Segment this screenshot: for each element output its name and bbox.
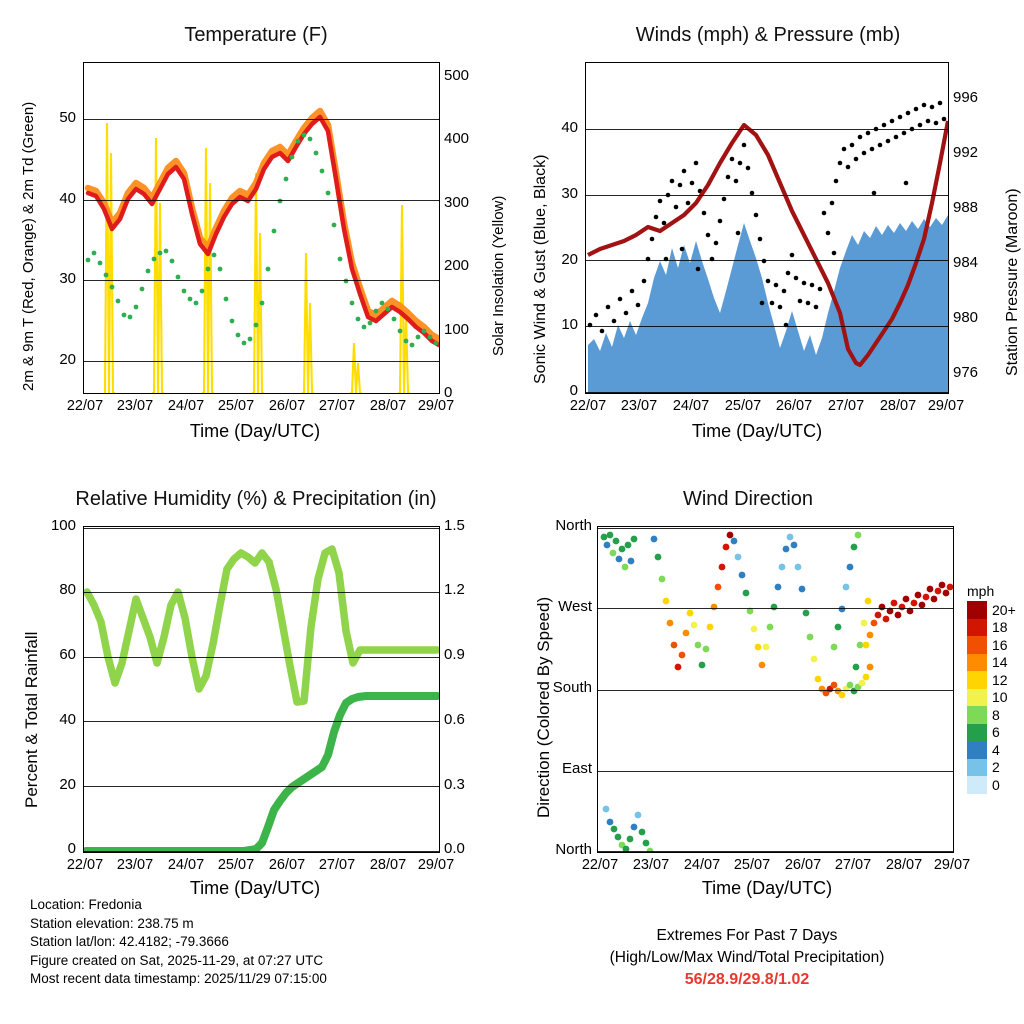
y2tick-label: 0 [444,384,453,401]
xtick-label: 28/07 [885,857,923,873]
winds-xlabel: Time (Day/UTC) [691,421,823,441]
xtick-label: 23/07 [620,398,658,414]
wind-direction-xlabel: Time (Day/UTC) [701,878,833,898]
y2tick-label: 0.3 [444,776,465,793]
legend-label: 0 [992,776,1000,793]
legend-item [967,759,1016,777]
extremes-block [512,925,982,991]
xtick-label: 22/07 [66,398,104,414]
legend-swatch [967,759,987,777]
ytick-label: East [561,760,592,777]
humidity-plot [83,526,440,853]
gridline [84,786,439,787]
xtick-label: 27/07 [318,398,356,414]
xtick-label: 28/07 [369,857,407,873]
legend-item [967,601,1016,619]
xtick-label: 29/07 [933,857,971,873]
xtick-label: 27/07 [827,398,865,414]
xtick-label: 25/07 [724,398,762,414]
legend-swatch [967,619,987,637]
y2tick-label: 0.9 [444,646,465,663]
xtick-label: 26/07 [268,398,306,414]
legend-item [967,724,1016,742]
ytick-label: 100 [50,517,76,534]
ytick-label: North [555,517,592,534]
panel-wind-direction [512,488,1024,898]
xtick-label: 29/07 [417,398,455,414]
gridline [84,361,439,362]
xtick-label: 28/07 [369,398,407,414]
ytick-label: 60 [59,646,76,663]
legend-swatch [967,776,987,794]
legend-item [967,706,1016,724]
y2tick-label: 988 [953,199,979,216]
xtick-label: 23/07 [632,857,670,873]
winds-ylabel: Sonic Wind & Gust (Blue, Black) [532,154,549,384]
ytick-label: 80 [59,581,76,598]
xtick-label: 26/07 [268,857,306,873]
gridline [598,528,953,529]
ytick-label: 20 [561,251,578,268]
legend-item [967,636,1016,654]
ytick-label: West [558,598,592,615]
legend-label: 6 [992,724,1000,741]
legend-swatch [967,601,987,619]
gridline [598,608,953,609]
ytick-label: 40 [59,190,76,207]
xtick-label: 25/07 [733,857,771,873]
temperature-series-svg [84,63,439,393]
station-info-elevation: Station elevation: 238.75 m [30,915,194,931]
xtick-label: 24/07 [672,398,710,414]
xtick-label: 25/07 [217,398,255,414]
legend-item [967,776,1016,794]
legend-item [967,619,1016,637]
legend-label: 10 [992,689,1008,706]
legend-label: 14 [992,654,1008,671]
xtick-label: 28/07 [879,398,917,414]
ytick-label: 20 [59,351,76,368]
gridline [598,690,953,691]
y2tick-label: 980 [953,309,979,326]
gridline [586,129,948,130]
station-info-latlon: Station lat/lon: 42.4182; -79.3666 [30,934,229,949]
ytick-label: 30 [561,185,578,202]
legend-swatch [967,741,987,759]
y2tick-label: 300 [444,194,470,211]
gridline [84,528,439,529]
humidity-xlabel: Time (Day/UTC) [189,878,321,898]
extremes-subtitle: (High/Low/Max Wind/Total Precipitation) [609,949,885,966]
legend-label: 20+ [992,601,1016,618]
y2tick-label: 1.5 [444,517,465,534]
y2tick-label: 0.0 [444,840,465,857]
legend-swatch [967,636,987,654]
gridline [84,851,439,852]
legend-item [967,654,1016,672]
legend-swatch [967,689,987,707]
xtick-label: 27/07 [318,857,356,873]
gridline [84,721,439,722]
gridline [586,260,948,261]
gridline [598,851,953,852]
temperature-y2label: Solar Insolation (Yellow) [490,195,507,356]
legend-item [967,689,1016,707]
y2tick-label: 996 [953,89,979,106]
winds-plot [585,62,949,394]
y2tick-label: 200 [444,257,470,274]
ytick-label: 40 [59,711,76,728]
humidity-ylabel: Percent & Total Rainfall [22,631,41,808]
station-info-figure-created: Figure created on Sat, 2025-11-29, at 07:27 UTC [30,952,324,968]
xtick-label: 22/07 [569,398,607,414]
y2tick-label: 500 [444,67,470,84]
winds-series-svg [586,63,948,393]
legend-label: 16 [992,636,1008,653]
xtick-label: 26/07 [784,857,822,873]
xtick-label: 29/07 [417,857,455,873]
xtick-label: 25/07 [217,857,255,873]
xtick-label: 23/07 [116,398,154,414]
ytick-label: South [552,679,592,696]
wind-direction-ylabel: Direction (Colored By Speed) [534,596,553,818]
extremes-title: Extremes For Past 7 Days [656,927,838,944]
humidity-title: Relative Humidity (%) & Precipitation (in) [75,488,437,510]
ytick-label: 30 [59,270,76,287]
xtick-label: 22/07 [581,857,619,873]
ytick-label: 0 [67,840,76,857]
winds-y2label: Station Pressure (Maroon) [1004,188,1021,376]
station-info-recent-timestamp: Most recent data timestamp: 2025/11/29 07:15:00 [30,971,327,986]
gridline [586,392,948,393]
legend-swatch [967,724,987,742]
humidity-series-svg [84,527,439,852]
legend-item [967,671,1016,689]
wind-speed-legend [967,583,1016,794]
legend-swatch [967,671,987,689]
y2tick-label: 100 [444,321,470,338]
legend-title: mph [967,583,995,599]
legend-label: 8 [992,706,1000,723]
station-info [30,896,327,989]
xtick-label: 22/07 [66,857,104,873]
legend-swatch [967,654,987,672]
xtick-label: 24/07 [167,398,205,414]
gridline [84,657,439,658]
y2tick-label: 984 [953,254,979,271]
extremes-values: 56/28.9/29.8/1.02 [684,971,810,988]
temperature-ylabel: 2m & 9m T (Red, Orange) & 2m Td (Green) [20,101,37,391]
legend-label: 12 [992,671,1008,688]
gridline [586,195,948,196]
gridline [84,200,439,201]
temperature-title: Temperature (F) [184,24,328,46]
winds-title: Winds (mph) & Pressure (mb) [635,24,901,46]
gridline [586,326,948,327]
legend-label: 2 [992,759,1000,776]
xtick-label: 24/07 [167,857,205,873]
y2tick-label: 400 [444,130,470,147]
y2tick-label: 976 [953,364,979,381]
xtick-label: 24/07 [683,857,721,873]
gridline [84,592,439,593]
legend-label: 4 [992,741,1000,758]
xtick-label: 26/07 [775,398,813,414]
legend-label: 18 [992,619,1008,636]
ytick-label: 50 [59,109,76,126]
y2tick-label: 0.6 [444,711,465,728]
ytick-label: 40 [561,119,578,136]
xtick-label: 23/07 [116,857,154,873]
gridline [84,280,439,281]
y2tick-label: 992 [953,144,979,161]
panel-temperature [0,16,512,441]
panel-humidity [0,488,512,898]
ytick-label: 10 [561,316,578,333]
wind-direction-plot [597,526,954,853]
ytick-label: North [555,841,592,858]
legend-item [967,741,1016,759]
ytick-label: 20 [59,776,76,793]
temperature-xlabel: Time (Day/UTC) [189,421,321,441]
y2tick-label: 1.2 [444,581,465,598]
gridline [84,119,439,120]
legend-swatch [967,706,987,724]
panel-winds [512,16,1024,441]
temperature-plot [83,62,440,394]
wind-direction-title: Wind Direction [682,488,814,510]
ytick-label: 0 [569,382,578,399]
xtick-label: 27/07 [834,857,872,873]
gridline [598,771,953,772]
station-info-location: Location: Fredonia [30,897,142,912]
xtick-label: 29/07 [927,398,965,414]
